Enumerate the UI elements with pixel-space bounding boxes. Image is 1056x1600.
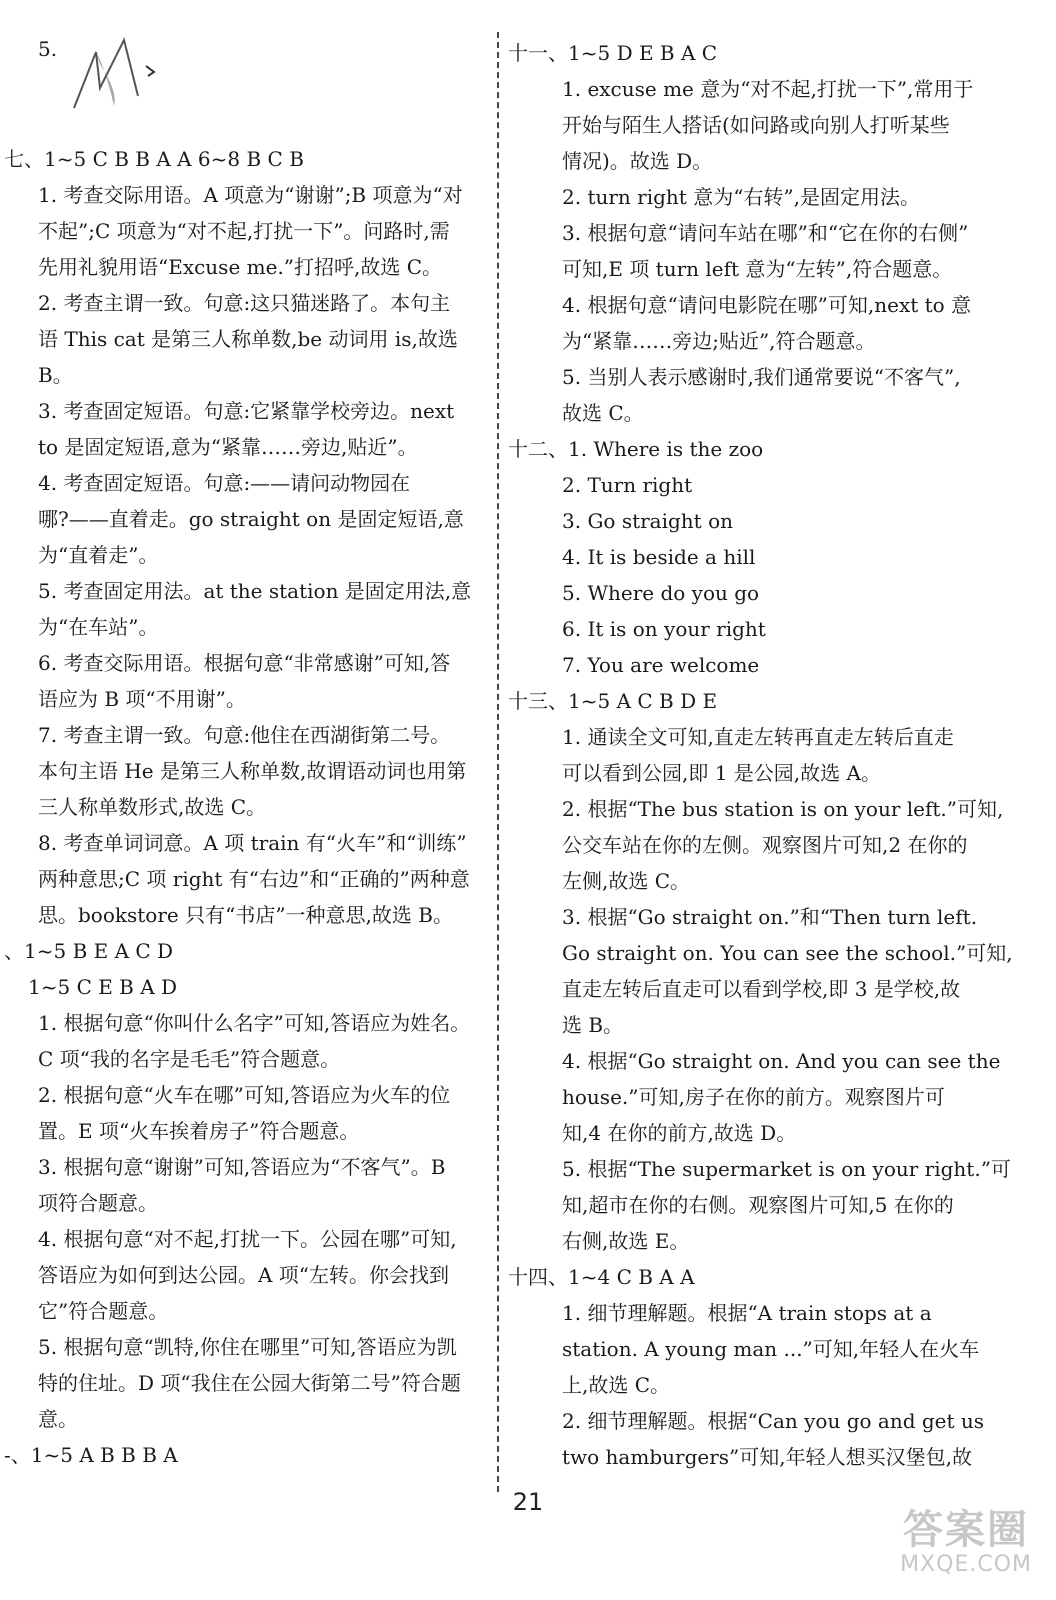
text-line: 语应为 B 项“不用谢”。 xyxy=(38,687,246,711)
text-line: 5. Where do you go xyxy=(562,581,760,605)
text-line: 置。E 项“火车挨着房子”符合题意。 xyxy=(38,1119,360,1143)
text-line: Go straight on. You can see the school.”可知, xyxy=(562,941,1013,965)
text-line: 答语应为如何到达公园。A 项“左转。你会找到 xyxy=(38,1263,450,1287)
right-column xyxy=(506,0,1013,1500)
text-line: 3. 根据句意“谢谢”可知,答语应为“不客气”。B xyxy=(38,1155,446,1179)
left-column xyxy=(0,0,496,1500)
text-line: 2. 根据“The bus station is on your left.”可知, xyxy=(562,797,1004,821)
text-line: 语 This cat 是第三人称单数,be 动词用 is,故选 xyxy=(38,327,458,351)
text-line: 5. 考查固定用法。at the station 是固定用法,意 xyxy=(38,579,472,603)
text-line: 它”符合题意。 xyxy=(38,1299,169,1323)
section-heading: 十一、1~5 D E B A C xyxy=(508,41,718,65)
text-line: 2. 细节理解题。根据“Can you go and get us xyxy=(562,1409,985,1433)
text-line: 为“紧靠……旁边;贴近”,符合题意。 xyxy=(562,329,876,353)
text-line: 上,故选 C。 xyxy=(562,1373,671,1397)
text-line: 1. 通读全文可知,直走左转再直走左转后直走 xyxy=(562,725,954,749)
text-line: 左侧,故选 C。 xyxy=(562,869,691,893)
text-line: station. A young man ...”可知,年轻人在火车 xyxy=(562,1337,980,1361)
text-line: 本句主语 He 是第三人称单数,故谓语动词也用第 xyxy=(38,759,467,783)
text-line: 1. 根据句意“你叫什么名字”可知,答语应为姓名。 xyxy=(38,1011,471,1035)
handwritten-sketch-icon xyxy=(70,30,165,110)
section-heading: 十四、1~4 C B A A xyxy=(508,1265,695,1289)
text-line: 6. 考查交际用语。根据句意“非常感谢”可知,答 xyxy=(38,651,451,675)
page-number: 21 xyxy=(512,1488,544,1516)
text-line: 2. turn right 意为“右转”,是固定用法。 xyxy=(562,185,920,209)
text-line: B。 xyxy=(38,363,73,387)
text-line: house.”可知,房子在你的前方。观察图片可 xyxy=(562,1085,945,1109)
section-heading: 1~5 C E B A D xyxy=(28,975,178,999)
text-line: 情况)。故选 D。 xyxy=(562,149,713,173)
section-heading: 十三、1~5 A C B D E xyxy=(508,689,718,713)
text-line: 特的住址。D 项“我住在公园大街第二号”符合题 xyxy=(38,1371,461,1395)
section-heading: -、1~5 A B B B A xyxy=(4,1443,178,1467)
text-line: 三人称单数形式,故选 C。 xyxy=(38,795,267,819)
text-line: 两种意思;C 项 right 有“右边”和“正确的”两种意 xyxy=(38,867,470,891)
text-line: 知,超市在你的右侧。观察图片可知,5 在你的 xyxy=(562,1193,954,1217)
text-line: 哪?——直着走。go straight on 是固定短语,意 xyxy=(38,507,464,531)
text-line: 开始与陌生人搭话(如问路或向别人打听某些 xyxy=(562,113,950,137)
text-line: 1. 考查交际用语。A 项意为“谢谢”;B 项意为“对 xyxy=(38,183,463,207)
text-line: 4. 根据句意“对不起,打扰一下。公园在哪”可知, xyxy=(38,1227,457,1251)
text-line: 5. 根据句意“凯特,你住在哪里”可知,答语应为凯 xyxy=(38,1335,457,1359)
section-heading: 十二、1. Where is the zoo xyxy=(508,437,764,461)
text-line: 选 B。 xyxy=(562,1013,624,1037)
text-line: 思。bookstore 只有“书店”一种意思,故选 B。 xyxy=(38,903,453,927)
text-line: C 项“我的名字是毛毛”符合题意。 xyxy=(38,1047,341,1071)
text-line: 3. Go straight on xyxy=(562,509,733,533)
text-line: 项符合题意。 xyxy=(38,1191,158,1215)
text-line: 故选 C。 xyxy=(562,401,644,425)
watermark-url: MXQE.COM xyxy=(900,1552,1032,1577)
text-line: 2. 考查主谓一致。句意:这只猫迷路了。本句主 xyxy=(38,291,451,315)
text-line: 为“在车站”。 xyxy=(38,615,159,639)
text-line: 4. 根据句意“请问电影院在哪”可知,next to 意 xyxy=(562,293,972,317)
text-line: 右侧,故选 E。 xyxy=(562,1229,690,1253)
text-line: to 是固定短语,意为“紧靠……旁边,贴近”。 xyxy=(38,435,418,459)
section-heading: 七、1~5 C B B A A 6~8 B C B xyxy=(4,147,304,171)
text-line: 意。 xyxy=(38,1407,78,1431)
text-line: 5. 当别人表示感谢时,我们通常要说“不客气”, xyxy=(562,365,961,389)
text-line: 5. xyxy=(38,37,58,61)
text-line: 不起”;C 项意为“对不起,打扰一下”。问路时,需 xyxy=(38,219,450,243)
watermark-logo xyxy=(900,1508,1032,1578)
text-line: 2. Turn right xyxy=(562,473,693,497)
text-line: 7. 考查主谓一致。句意:他住在西湖街第二号。 xyxy=(38,723,451,747)
text-line: 可以看到公园,即 1 是公园,故选 A。 xyxy=(562,761,881,785)
section-heading: 、1~5 B E A C D xyxy=(4,939,174,963)
text-line: 4. It is beside a hill xyxy=(562,545,756,569)
text-line: 2. 根据句意“火车在哪”可知,答语应为火车的位 xyxy=(38,1083,451,1107)
text-line: 3. 考查固定短语。句意:它紧靠学校旁边。next xyxy=(38,399,455,423)
text-line: 知,4 在你的前方,故选 D。 xyxy=(562,1121,797,1145)
text-line: 8. 考查单词词意。A 项 train 有“火车”和“训练” xyxy=(38,831,467,855)
text-line: 3. 根据句意“请问车站在哪”和“它在你的右侧” xyxy=(562,221,969,245)
text-line: 4. 根据“Go straight on. And you can see the xyxy=(562,1049,1001,1073)
text-line: 为“直着走”。 xyxy=(38,543,159,567)
text-line: 直走左转后直走可以看到学校,即 3 是学校,故 xyxy=(562,977,961,1001)
text-line: 可知,E 项 turn left 意为“左转”,符合题意。 xyxy=(562,257,953,281)
column-divider xyxy=(497,32,499,1492)
text-line: 先用礼貌用语“Excuse me.”打招呼,故选 C。 xyxy=(38,255,443,279)
text-line: 7. You are welcome xyxy=(562,653,760,677)
text-line: 1. 细节理解题。根据“A train stops at a xyxy=(562,1301,932,1325)
text-line: 1. excuse me 意为“对不起,打扰一下”,常用于 xyxy=(562,77,974,101)
text-line: 3. 根据“Go straight on.”和“Then turn left. xyxy=(562,905,978,929)
text-line: 5. 根据“The supermarket is on your right.”可 xyxy=(562,1157,1011,1181)
watermark-text: 答案圈 xyxy=(903,1507,1030,1553)
text-line: two hamburgers”可知,年轻人想买汉堡包,故 xyxy=(562,1445,972,1469)
text-line: 4. 考查固定短语。句意:——请问动物园在 xyxy=(38,471,411,495)
text-line: 公交车站在你的左侧。观察图片可知,2 在你的 xyxy=(562,833,968,857)
text-line: 6. It is on your right xyxy=(562,617,766,641)
